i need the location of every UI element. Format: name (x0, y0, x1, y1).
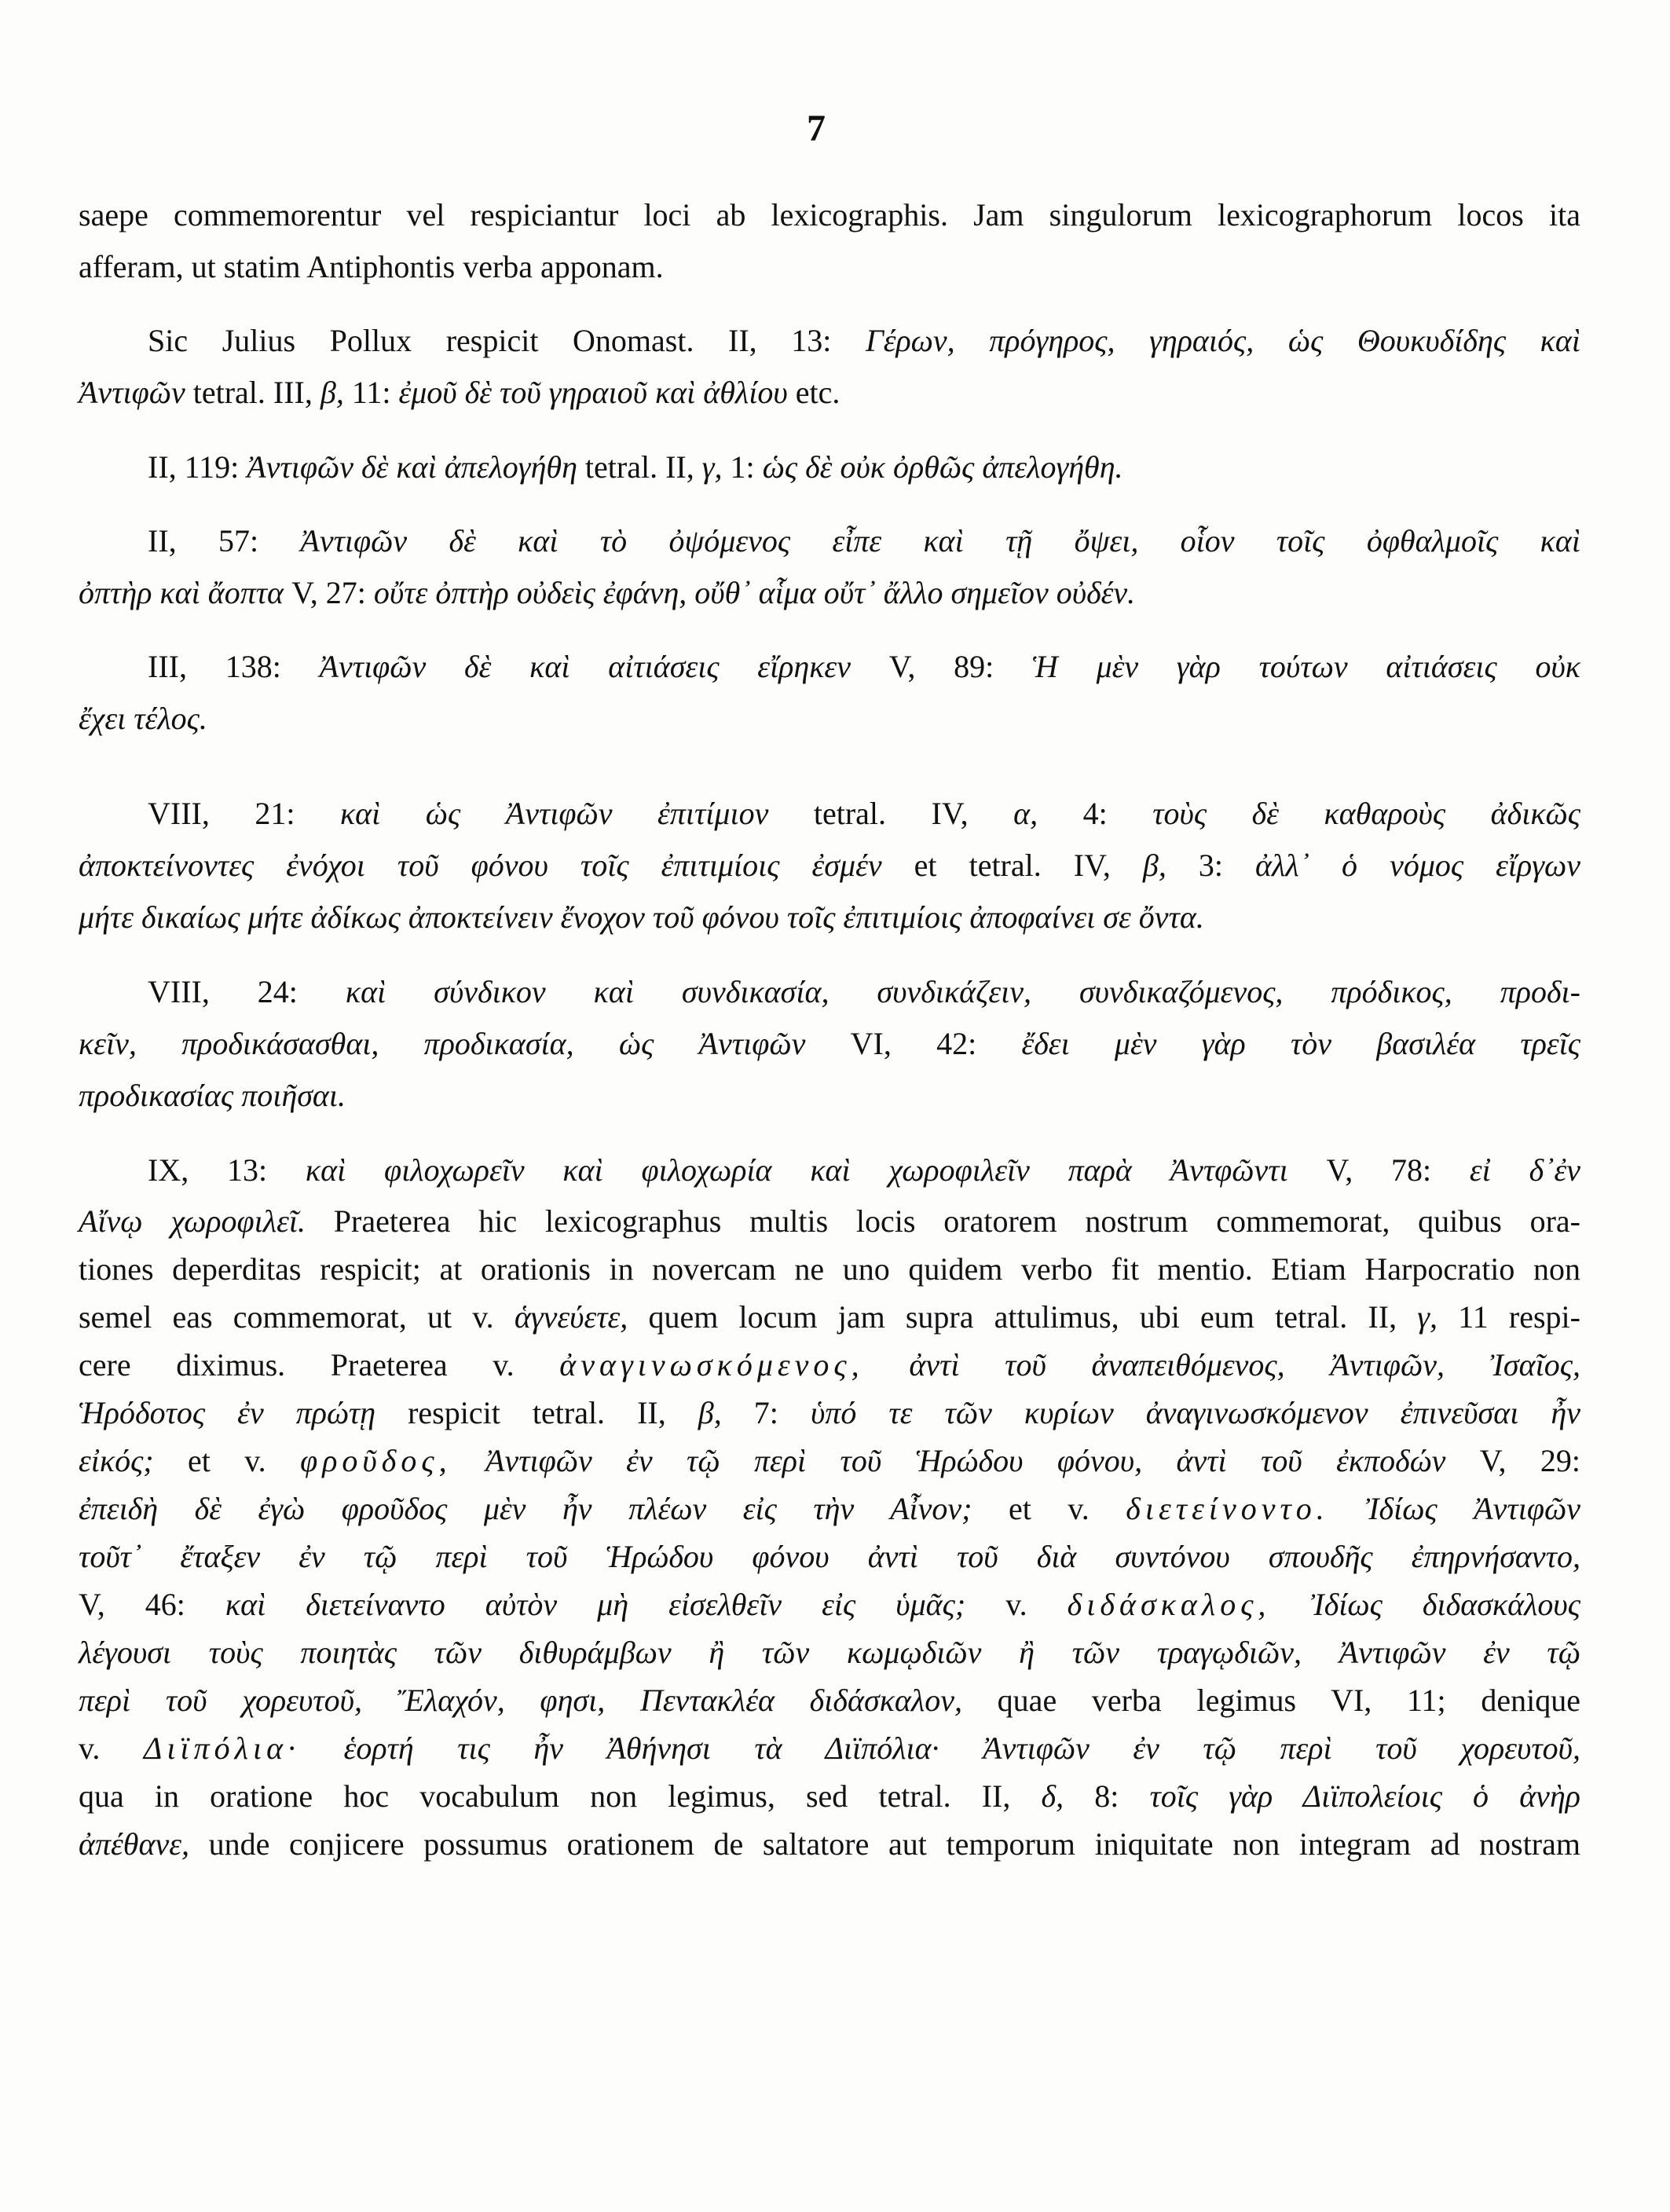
latin-text: VIII, 21: (148, 796, 340, 831)
latin-text: qua in oratione hoc vocabulum non legimus, sed tetral. II, (79, 1778, 1042, 1814)
greek-text: Ἀντιφῶν δὲ καὶ τὸ ὀψόμενος εἶπε καὶ τῇ ὄψει, οἷον τοῖς ὀφθαλμοῖς καὶ (300, 523, 1580, 558)
latin-text: II, 57: (148, 523, 301, 558)
greek-text: β, (320, 375, 344, 410)
latin-text (864, 1347, 910, 1382)
latin-text: 1: (722, 449, 763, 485)
text-line (79, 699, 207, 738)
latin-text: III, 138: (148, 649, 320, 684)
latin-text: V, 78: (1287, 1152, 1470, 1188)
latin-text: VIII, 24: (148, 974, 346, 1009)
greek-text: ἁγνεύετε, (514, 1299, 628, 1335)
greek-text: ὀπτὴρ καὶ ἄοπτα (79, 575, 284, 610)
text-line (148, 1151, 1580, 1190)
latin-text (300, 1730, 344, 1766)
greek-text: τοῖς γὰρ Διϊπολείοις ὁ ἀνὴρ (1149, 1778, 1580, 1814)
greek-text: καὶ φιλοχωρεῖν καὶ φιλοχωρία καὶ χωροφιλεῖν παρὰ Ἀντφῶντι (305, 1152, 1288, 1188)
greek-text: Γέρων, πρόγηρος, γηραιός, ὡς Θουκυδίδης καὶ (865, 323, 1580, 358)
greek-text: περὶ τοῦ χορευτοῦ, Ἔλαχόν, φησι, Πεντακλέα διδάσκαλον, (79, 1683, 962, 1718)
greek-text: Ἀντιφῶν ἐν τῷ περὶ τοῦ Ἡρώδου φόνου, ἀντὶ τοῦ ἐκποδών (485, 1443, 1446, 1478)
greek-text: Ἡ μὲν γὰρ τούτων αἰτιάσεις οὐκ (1032, 649, 1581, 684)
greek-text: δ, (1041, 1778, 1064, 1814)
latin-text: etc. (787, 375, 840, 410)
latin-text: tetral. III, (185, 375, 320, 410)
latin-text (1270, 1587, 1310, 1622)
text-line (79, 1298, 1580, 1337)
text-line (79, 1250, 1580, 1289)
latin-text: IX, 13: (148, 1152, 306, 1188)
text-line (148, 647, 1580, 687)
greek-text: ἀντὶ τοῦ ἀναπειθόμενος, Ἀντιφῶν, Ἰσαῖος, (909, 1347, 1580, 1382)
latin-text: II, 119: (148, 449, 247, 485)
text-line (79, 1393, 1580, 1433)
spaced-greek-term: διετείνοντο. (1126, 1491, 1329, 1526)
latin-text: et v. (972, 1491, 1126, 1526)
greek-text: Ἰδίως Ἀντιφῶν (1365, 1491, 1580, 1526)
latin-text: respicit tetral. II, (375, 1395, 698, 1430)
latin-text: V, 46: (79, 1587, 225, 1622)
text-line (79, 1202, 1580, 1241)
latin-text: 11: (343, 375, 399, 410)
greek-text: β, (698, 1395, 722, 1430)
greek-text: β, (1142, 848, 1166, 883)
greek-text: καὶ σύνδικον καὶ συνδικασία, συνδικάζειν, συνδικαζόμενος, πρόδικος, προδι- (345, 974, 1580, 1009)
greek-text: Ἀντιφῶν δὲ καὶ αἰτιάσεις εἴρηκεν (319, 649, 851, 684)
greek-text: ἀποκτείνοντες ἐνόχοι τοῦ φόνου τοῖς ἐπιτιμίοις ἐσμέν (79, 848, 882, 883)
text-line (79, 1585, 1580, 1624)
greek-text: Αἴνῳ χωροφιλεῖ. (79, 1203, 306, 1239)
latin-text: V, 89: (850, 649, 1033, 684)
spaced-greek-term: Διϊπόλια· (143, 1730, 301, 1766)
latin-text: et v. (153, 1443, 301, 1478)
text-line (79, 1729, 1580, 1768)
text-line (79, 1441, 1580, 1481)
text-line (79, 573, 1135, 613)
text-line (79, 1777, 1580, 1816)
greek-text: εἰ δ᾽ἐν (1469, 1152, 1581, 1188)
latin-text: Praeterea hic lexicographus multis locis oratorem nostrum commemorat, quibus ora- (305, 1203, 1580, 1239)
greek-text: τοὺς δὲ καθαροὺς ἀδικῶς (1152, 796, 1581, 831)
latin-text: 11 respi- (1437, 1299, 1580, 1335)
latin-text: cere diximus. Praeterea v. (79, 1347, 560, 1382)
latin-text: saepe commemorentur vel respiciantur loci ab lexicographis. Jam singulorum lexicographorum locos ita (79, 197, 1580, 233)
latin-text: quem locum jam supra attulimus, ubi eum tetral. II, (628, 1299, 1418, 1335)
greek-text: ἐμοῦ δὲ τοῦ γηραιοῦ καὶ ἀθλίου (398, 375, 788, 410)
text-line (148, 794, 1580, 833)
greek-text: τοῦτ᾽ ἔταξεν ἐν τῷ περὶ τοῦ Ἡρώδου φόνου ἀντὶ τοῦ διὰ συντόνου σπουδῆς ἐπηρνήσαντο, (79, 1539, 1580, 1574)
text-line (148, 972, 1580, 1012)
latin-text: v. (965, 1587, 1068, 1622)
page-number: 7 (807, 108, 826, 149)
latin-text: 4: (1038, 796, 1153, 831)
text-line (79, 373, 840, 412)
text-line (79, 898, 1204, 937)
latin-text: Sic Julius Pollux respicit Onomast. II, 13: (148, 323, 866, 358)
greek-text: καὶ ὡς Ἀντιφῶν ἐπιτίμιον (339, 796, 769, 831)
greek-text: α, (1013, 796, 1038, 831)
latin-text: et tetral. IV, (881, 848, 1143, 883)
greek-text: κεῖν, προδικάσασθαι, προδικασία, ὡς Ἀντιφῶν (79, 1026, 806, 1061)
latin-text: v. (79, 1730, 144, 1766)
greek-text: μήτε δικαίως μήτε ἀδίκως ἀποκτείνειν ἔνοχον τοῦ φόνου τοῖς ἐπιτιμίοις ἀποφαίνει σε ὄντα. (79, 899, 1204, 935)
greek-text: ἑορτή τις ἦν Ἀθήνησι τὰ Διϊπόλια· Ἀντιφῶν ἐν τῷ περὶ τοῦ χορευτοῦ, (343, 1730, 1581, 1766)
text-line (79, 196, 1580, 235)
latin-text: afferam, ut statim Antiphontis verba apponam. (79, 249, 664, 284)
text-line (79, 1489, 1580, 1529)
greek-text: γ, (701, 449, 723, 485)
latin-text: tetral. IV, (768, 796, 1014, 831)
spaced-greek-term: ἀναγινωσκόμενος, (559, 1347, 864, 1382)
latin-text: tiones deperditas respicit; at orationis in novercam ne uno quidem verbo fit mentio. Etiam Harpocratio non (79, 1251, 1580, 1287)
greek-text: ὡς δὲ οὐκ ὀρθῶς ἀπελογήθη. (762, 449, 1123, 485)
latin-text: V, 29: (1445, 1443, 1581, 1478)
greek-text: Ἀντιφῶν δὲ καὶ ἀπελογήθη (247, 449, 577, 485)
greek-text: ὑπό τε τῶν κυρίων ἀναγινωσκόμενον ἐπινεῦσαι ἦν (810, 1395, 1580, 1430)
greek-text: οὔτε ὀπτὴρ οὐδεὶς ἐφάνη, οὔθ᾽ αἷμα οὔτ᾽ ἄλλο σημεῖον οὐδέν. (373, 575, 1136, 610)
greek-text: ἐπειδὴ δὲ ἐγὼ φροῦδος μὲν ἦν πλέων εἰς τὴν Αἶνον; (79, 1491, 972, 1526)
text-line (79, 1346, 1580, 1385)
text-line (79, 1537, 1580, 1577)
greek-text: Ἀντιφῶν (79, 375, 185, 410)
greek-text: λέγουσι τοὺς ποιητὰς τῶν διθυράμβων ἢ τῶν κωμῳδιῶν ἢ τῶν τραγῳδιῶν, Ἀντιφῶν ἐν τῷ (79, 1635, 1580, 1670)
latin-text: V, 27: (284, 575, 374, 610)
latin-text (1329, 1491, 1366, 1526)
text-line (79, 1681, 1580, 1720)
text-line (148, 321, 1580, 361)
greek-text: ἔχει τέλος. (79, 701, 207, 736)
latin-text: semel eas commemorat, ut v. (79, 1299, 515, 1335)
greek-text: προδικασίας ποιῆσαι. (79, 1078, 346, 1113)
text-line (79, 247, 664, 287)
greek-text: ἀλλ᾽ ὁ νόμος εἴργων (1255, 848, 1581, 883)
text-line (79, 1633, 1580, 1672)
greek-text: εἰκός; (79, 1443, 154, 1478)
latin-text: 3: (1166, 848, 1256, 883)
text-line (148, 448, 1123, 487)
text-line (79, 1024, 1580, 1064)
greek-text: Ἰδίως διδασκάλους (1310, 1587, 1581, 1622)
spaced-greek-term: φροῦδος, (300, 1443, 452, 1478)
latin-text: quae verba legimus VI, 11; denique (961, 1683, 1580, 1718)
latin-text (452, 1443, 485, 1478)
greek-text: γ, (1417, 1299, 1438, 1335)
greek-text: Ἡρόδοτος ἐν πρώτῃ (79, 1395, 376, 1430)
spaced-greek-term: διδάσκαλος, (1067, 1587, 1271, 1622)
text-line (79, 1076, 346, 1115)
latin-text: 7: (721, 1395, 811, 1430)
greek-text: ἔδει μὲν γὰρ τὸν βασιλέα τρεῖς (1021, 1026, 1581, 1061)
latin-text: tetral. II, (577, 449, 702, 485)
latin-text: 8: (1064, 1778, 1150, 1814)
greek-text: ἀπέθανε, (79, 1826, 189, 1862)
text-line (79, 846, 1580, 885)
greek-text: καὶ διετείναντο αὐτὸν μὴ εἰσελθεῖν εἰς ὑμᾶς; (225, 1587, 966, 1622)
latin-text: unde conjicere possumus orationem de saltatore aut temporum iniquitate non integram ad nostram (189, 1826, 1580, 1862)
text-line (148, 522, 1580, 561)
text-line (79, 1825, 1580, 1864)
latin-text: VI, 42: (805, 1026, 1022, 1061)
